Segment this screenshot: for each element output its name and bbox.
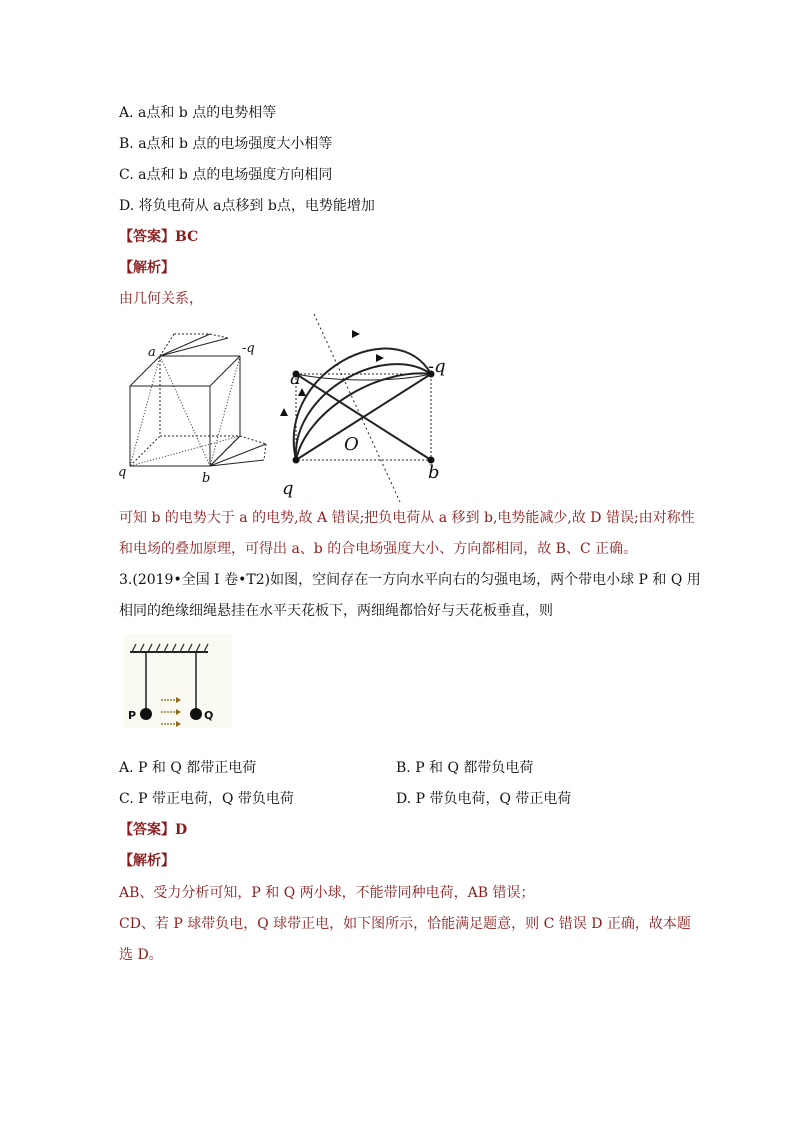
field-label-minus-q: -q bbox=[428, 356, 446, 377]
q2-option-a: A. a点和 b 点的电势相等 bbox=[119, 105, 277, 121]
cube-figure bbox=[116, 330, 276, 486]
q2-analysis-intro: 由几何关系， bbox=[119, 291, 203, 307]
q3-option-d: D. P 带负电荷，Q 带正电荷 bbox=[396, 791, 572, 807]
cube-label-minus-q: -q bbox=[242, 341, 255, 356]
q3-answer: 【答案】D bbox=[119, 822, 188, 838]
ball-label-p: P bbox=[128, 709, 137, 722]
cube-label-b: b bbox=[202, 471, 211, 486]
q2-option-c: C. a点和 b 点的电场强度方向相同 bbox=[119, 167, 333, 183]
q3-analysis-line-2: CD、若 P 球带负电，Q 球带正电，如下图所示，恰能满足题意，则 C 错误 D 正确，故本题 bbox=[119, 916, 691, 932]
q3-stem-line-2: 相同的绝缘细绳悬挂在水平天花板下，两细绳都恰好与天花板垂直，则 bbox=[119, 603, 553, 619]
q3-option-b: B. P 和 Q 都带负电荷 bbox=[396, 760, 534, 776]
cube-label-a: a bbox=[148, 345, 156, 360]
field-label-a: a bbox=[290, 368, 301, 389]
q2-analysis-line-1: 可知 b 的电势大于 a 的电势,故 A 错误;把负电荷从 a 移到 b,电势能减少,故 D 错误;由对称性 bbox=[119, 510, 695, 526]
q2-option-d: D. 将负电荷从 a点移到 b点，电势能增加 bbox=[119, 198, 375, 214]
q3-stem-line-1: 3.(2019•全国 I 卷•T2)如图，空间存在一方向水平向右的匀强电场，两个带电小球 P 和 Q 用 bbox=[119, 572, 701, 588]
q3-option-c: C. P 带正电荷，Q 带负电荷 bbox=[119, 791, 294, 807]
q3-analysis-line-3: 选 D。 bbox=[119, 947, 163, 963]
field-label-q: q bbox=[282, 478, 294, 499]
q2-option-b: B. a点和 b 点的电场强度大小相等 bbox=[119, 136, 333, 152]
q2-answer: 【答案】BC bbox=[119, 229, 199, 245]
q2-analysis-line-2: 和电场的叠加原理，可得出 a、b 的合电场强度大小、方向都相同，故 B、C 正确。 bbox=[119, 541, 638, 557]
q3-option-a: A. P 和 Q 都带正电荷 bbox=[119, 760, 257, 776]
q3-analysis-line-1: AB、受力分析可知，P 和 Q 两小球，不能带同种电荷，AB 错误； bbox=[119, 885, 535, 901]
field-label-b: b bbox=[428, 462, 440, 483]
pendulum-figure bbox=[124, 634, 232, 728]
field-label-o: O bbox=[344, 434, 359, 455]
cube-label-q: q bbox=[118, 465, 127, 480]
field-lines-figure bbox=[276, 312, 466, 504]
q2-analysis-heading: 【解析】 bbox=[119, 260, 175, 276]
q3-analysis-heading: 【解析】 bbox=[119, 853, 175, 869]
ball-label-q: Q bbox=[204, 709, 214, 722]
